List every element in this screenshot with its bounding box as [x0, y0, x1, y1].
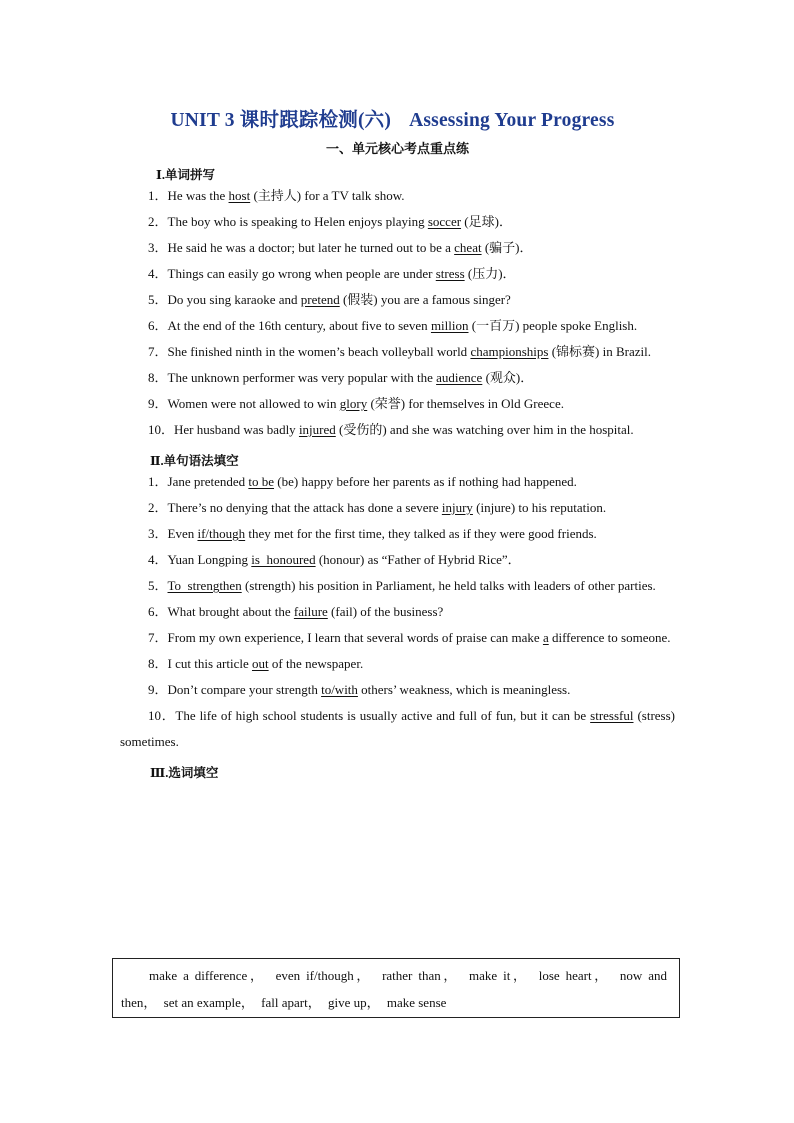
- page-subtitle: 一、单元核心考点重点练: [325, 141, 469, 156]
- grammar-questions: [120, 469, 675, 755]
- grammar-question: [120, 703, 675, 755]
- grammar-question: [120, 495, 675, 521]
- answer-blank: championships: [470, 344, 549, 359]
- answer-blank: injury: [441, 500, 473, 515]
- question-text: (受伤的) and she was watching over him in the hospital.: [335, 422, 634, 437]
- word-bank-item: fall apart，: [261, 995, 321, 1010]
- grammar-question: [120, 521, 675, 547]
- question-number: 8．: [148, 370, 168, 385]
- answer-blank: a: [542, 630, 549, 645]
- question-number: 7．: [148, 344, 168, 359]
- answer-blank: is honoured: [251, 552, 316, 567]
- grammar-question: [120, 599, 675, 625]
- question-text: At the end of the 16th century, about five to seven: [167, 318, 431, 333]
- grammar-question: [120, 625, 675, 651]
- spelling-question: [120, 261, 675, 287]
- question-number: 6．: [148, 604, 168, 619]
- question-text: Her husband was badly: [174, 422, 299, 437]
- question-number: 5．: [148, 578, 168, 593]
- question-text: Yuan Longping: [167, 552, 252, 567]
- title-english: Assessing Your Progress: [409, 110, 615, 131]
- question-text: (stress) sometimes.: [120, 708, 675, 749]
- question-text: From my own experience, I learn that several words of praise can make: [167, 630, 543, 645]
- worksheet-page: [120, 104, 675, 781]
- question-text: (锦标赛) in Brazil.: [548, 344, 651, 359]
- question-text: The life of high school students is usually active and full of fun, but it can be: [175, 708, 591, 723]
- question-text: Don’t compare your strength: [167, 682, 322, 697]
- answer-blank: host: [228, 188, 251, 203]
- word-bank-line-1: [121, 962, 671, 989]
- spelling-question: [120, 235, 675, 261]
- word-bank-item: make it，: [469, 968, 529, 983]
- question-text: Jane pretended: [167, 474, 249, 489]
- spelling-questions: [120, 183, 675, 443]
- question-text: (一百万) people spoke English.: [468, 318, 638, 333]
- grammar-question: [120, 573, 675, 599]
- answer-blank: audience: [436, 370, 483, 385]
- answer-blank: To strengthen: [167, 578, 242, 593]
- spelling-question: [120, 339, 675, 365]
- question-text: Even: [167, 526, 198, 541]
- answer-blank: pretend: [300, 292, 340, 307]
- word-bank-item: make a difference，: [149, 968, 266, 983]
- question-text: (骗子)．: [481, 240, 533, 255]
- question-number: 10．: [148, 422, 175, 437]
- question-text: (fail) of the business?: [327, 604, 444, 619]
- question-text: (观众)．: [482, 370, 534, 385]
- spelling-question: [120, 183, 675, 209]
- word-bank-item: rather than，: [382, 968, 460, 983]
- question-text: What brought about the: [167, 604, 294, 619]
- grammar-question: [120, 677, 675, 703]
- spelling-question: [120, 313, 675, 339]
- answer-blank: glory: [339, 396, 368, 411]
- word-bank-item: now and: [619, 968, 668, 983]
- question-text: (足球)．: [461, 214, 512, 229]
- question-text: (假装) you are a famous singer?: [339, 292, 511, 307]
- question-number: 9．: [148, 396, 168, 411]
- question-text: I cut this article: [167, 656, 252, 671]
- question-number: 3．: [148, 240, 168, 255]
- word-bank-item: even if/though，: [275, 968, 373, 983]
- title-unit: UNIT 3 课时跟踪检测(六): [170, 110, 392, 131]
- grammar-question: [120, 547, 675, 573]
- answer-blank: failure: [293, 604, 328, 619]
- question-text: (injure) to his reputation.: [472, 500, 607, 515]
- question-number: 1．: [148, 474, 168, 489]
- grammar-question: [120, 651, 675, 677]
- question-number: 4．: [148, 266, 168, 281]
- question-text: She finished ninth in the women’s beach volleyball world: [167, 344, 471, 359]
- question-text: The boy who is speaking to Helen enjoys playing: [167, 214, 428, 229]
- word-bank-box: [112, 958, 680, 1018]
- question-text: The unknown performer was very popular with the: [167, 370, 437, 385]
- spelling-question: [120, 365, 675, 391]
- answer-blank: million: [430, 318, 469, 333]
- question-number: 7．: [148, 630, 168, 645]
- word-bank-item: set an example，: [163, 995, 254, 1010]
- answer-blank: stress: [435, 266, 465, 281]
- section-heading-grammar: Ⅱ.单句语法填空: [150, 454, 239, 468]
- question-text: Do you sing karaoke and: [167, 292, 301, 307]
- question-text: (strength) his position in Parliament, he held talks with leaders of other parties.: [241, 578, 656, 593]
- answer-blank: cheat: [454, 240, 482, 255]
- page-title: [110, 104, 675, 132]
- question-number: 6．: [148, 318, 168, 333]
- answer-blank: to/with: [321, 682, 358, 697]
- answer-blank: to be: [248, 474, 275, 489]
- question-text: (压力)．: [464, 266, 516, 281]
- question-text: (荣誉) for themselves in Old Greece.: [367, 396, 564, 411]
- spelling-question: [120, 417, 675, 443]
- answer-blank: if/though: [197, 526, 246, 541]
- question-number: 1．: [148, 188, 168, 203]
- question-number: 4．: [148, 552, 168, 567]
- question-text: He said he was a doctor; but later he turned out to be a: [167, 240, 455, 255]
- spelling-question: [120, 209, 675, 235]
- question-text: Women were not allowed to win: [167, 396, 340, 411]
- section-heading-word-choice: Ⅲ.选词填空: [150, 766, 219, 780]
- question-text: He was the: [167, 188, 229, 203]
- question-text: (be) happy before her parents as if nothing had happened.: [274, 474, 577, 489]
- question-number: 8．: [148, 656, 168, 671]
- question-text: others’ weakness, which is meaningless.: [357, 682, 571, 697]
- word-bank-item: lose heart，: [538, 968, 610, 983]
- question-text: (honour) as “Father of Hybrid Rice”．: [315, 552, 521, 567]
- question-number: 3．: [148, 526, 168, 541]
- question-text: they met for the first time, they talked as if they were good friends.: [245, 526, 597, 541]
- word-bank-item: give up，: [327, 995, 380, 1010]
- grammar-question: [120, 469, 675, 495]
- answer-blank: stressful: [590, 708, 634, 723]
- spelling-question: [120, 287, 675, 313]
- question-text: Things can easily go wrong when people are under: [167, 266, 436, 281]
- question-text: of the newspaper.: [268, 656, 364, 671]
- question-number: 10．: [148, 708, 176, 723]
- word-bank-item: then，: [121, 995, 157, 1010]
- section-heading-spelling: Ⅰ.单词拼写: [156, 168, 215, 182]
- question-text: (主持人) for a TV talk show.: [250, 188, 405, 203]
- answer-blank: injured: [298, 422, 336, 437]
- question-number: 2．: [148, 500, 168, 515]
- question-number: 9．: [148, 682, 168, 697]
- answer-blank: out: [251, 656, 269, 671]
- spelling-question: [120, 391, 675, 417]
- question-number: 5．: [148, 292, 168, 307]
- question-text: difference to someone.: [548, 630, 671, 645]
- answer-blank: soccer: [427, 214, 462, 229]
- question-text: There’s no denying that the attack has done a severe: [167, 500, 442, 515]
- word-bank-item: make sense: [386, 995, 447, 1010]
- word-bank-line-2: [121, 989, 671, 1016]
- question-number: 2．: [148, 214, 168, 229]
